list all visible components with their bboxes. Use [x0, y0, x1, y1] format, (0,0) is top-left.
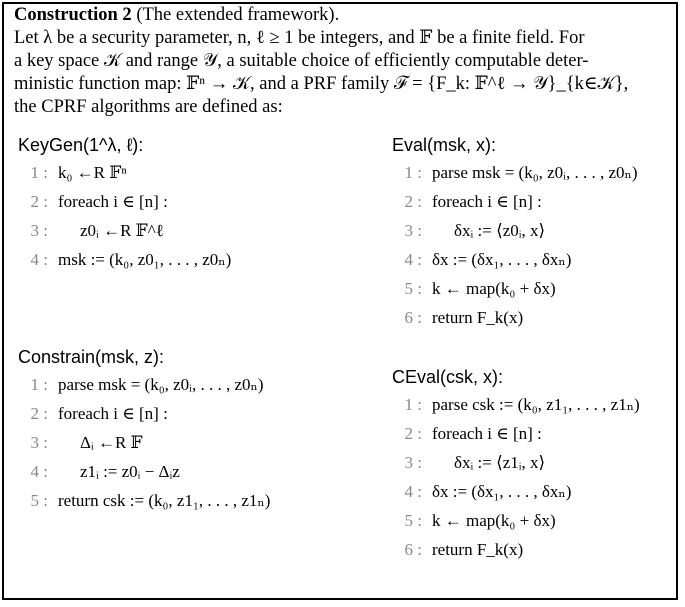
algo-line: [392, 192, 638, 221]
algo-line: [18, 221, 231, 250]
line-number: 5 :: [404, 511, 422, 530]
line-number: 2 :: [30, 404, 48, 423]
algo-line: [392, 424, 640, 453]
line-number: 6 :: [404, 308, 422, 327]
algo-line: [392, 308, 638, 337]
line-number: 2 :: [30, 192, 48, 211]
line-statement: z1ᵢ := z0ᵢ − Δᵢz: [80, 462, 180, 481]
line-statement: δxᵢ := ⟨z1ᵢ, x⟩: [454, 453, 546, 472]
algo-line: [18, 404, 270, 433]
keygen-algorithm: [18, 133, 231, 279]
algo-line: [18, 192, 231, 221]
line-statement: foreach i ∈ [n] :: [58, 192, 168, 211]
algo-line: [392, 453, 640, 482]
algo-line: [18, 163, 231, 192]
line-statement: k₀ ←R 𝔽ⁿ: [58, 163, 127, 182]
intro-line: a key space 𝒦 and range 𝒴, a suitable choice of efficiently computable deter-: [14, 51, 589, 71]
line-statement: return F_k(x): [432, 308, 524, 327]
line-statement: foreach i ∈ [n] :: [58, 404, 168, 423]
line-statement: k ← map(k₀ + δx): [432, 511, 556, 530]
ceval-header: CEval(csk, x):: [392, 367, 504, 387]
line-statement: z0ᵢ ←R 𝔽^ℓ: [80, 221, 164, 240]
algo-line: [392, 221, 638, 250]
constrain-algorithm: [18, 345, 270, 520]
algo-line: [18, 462, 270, 491]
keygen-header: KeyGen(1^λ, ℓ):: [18, 135, 144, 155]
constrain-header: Constrain(msk, z):: [18, 347, 165, 367]
intro-heading: [14, 4, 668, 27]
line-number: 4 :: [404, 482, 422, 501]
line-number: 3 :: [30, 433, 48, 452]
line-statement: parse csk := (k₀, z1₁, . . . , z1ₙ): [432, 395, 640, 414]
line-number: 6 :: [404, 540, 422, 559]
eval-header: Eval(msk, x):: [392, 135, 497, 155]
construction-intro: [14, 4, 668, 119]
line-statement: parse msk = (k₀, z0ᵢ, . . . , z0ₙ): [432, 163, 638, 182]
algo-line: [392, 482, 640, 511]
algo-line: [392, 511, 640, 540]
line-number: 3 :: [30, 221, 48, 240]
line-number: 2 :: [404, 424, 422, 443]
line-number: 4 :: [30, 250, 48, 269]
algo-line: [18, 491, 270, 520]
line-statement: msk := (k₀, z0₁, . . . , z0ₙ): [58, 250, 232, 269]
line-number: 4 :: [30, 462, 48, 481]
line-statement: foreach i ∈ [n] :: [432, 424, 542, 443]
line-number: 1 :: [404, 395, 422, 414]
intro-line: Let λ be a security parameter, n, ℓ ≥ 1 be integers, and 𝔽 be a finite field. For: [14, 28, 585, 48]
intro-line: the CPRF algorithms are defined as:: [14, 97, 283, 117]
line-statement: foreach i ∈ [n] :: [432, 192, 542, 211]
algo-line: [392, 250, 638, 279]
line-statement: parse msk = (k₀, z0ᵢ, . . . , z0ₙ): [58, 375, 264, 394]
line-statement: return F_k(x): [432, 540, 524, 559]
line-number: 1 :: [30, 375, 48, 394]
line-statement: δx := (δx₁, . . . , δxₙ): [432, 482, 572, 501]
eval-algorithm: [392, 133, 638, 337]
line-statement: δxᵢ := ⟨z0ᵢ, x⟩: [454, 221, 546, 240]
line-statement: return csk := (k₀, z1₁, . . . , z1ₙ): [58, 491, 271, 510]
algo-line: [18, 250, 231, 279]
line-number: 2 :: [404, 192, 422, 211]
algo-line: [18, 375, 270, 404]
ceval-algorithm: [392, 365, 640, 569]
line-number: 3 :: [404, 453, 422, 472]
construction-title: Construction 2: [14, 5, 132, 25]
line-number: 5 :: [30, 491, 48, 510]
algo-line: [392, 279, 638, 308]
line-number: 4 :: [404, 250, 422, 269]
construction-subtitle: (The extended framework).: [136, 5, 340, 25]
line-statement: δx := (δx₁, . . . , δxₙ): [432, 250, 572, 269]
line-statement: k ← map(k₀ + δx): [432, 279, 556, 298]
line-number: 1 :: [404, 163, 422, 182]
algo-line: [18, 433, 270, 462]
algo-line: [392, 540, 640, 569]
line-statement: Δᵢ ←R 𝔽: [80, 433, 143, 452]
algo-line: [392, 395, 640, 424]
line-number: 5 :: [404, 279, 422, 298]
algo-line: [392, 163, 638, 192]
line-number: 3 :: [404, 221, 422, 240]
intro-line: ministic function map: 𝔽ⁿ → 𝒦, and a PRF family ℱ = {F_k: 𝔽^ℓ → 𝒴}_{k∈𝒦},: [14, 74, 629, 94]
line-number: 1 :: [30, 163, 48, 182]
